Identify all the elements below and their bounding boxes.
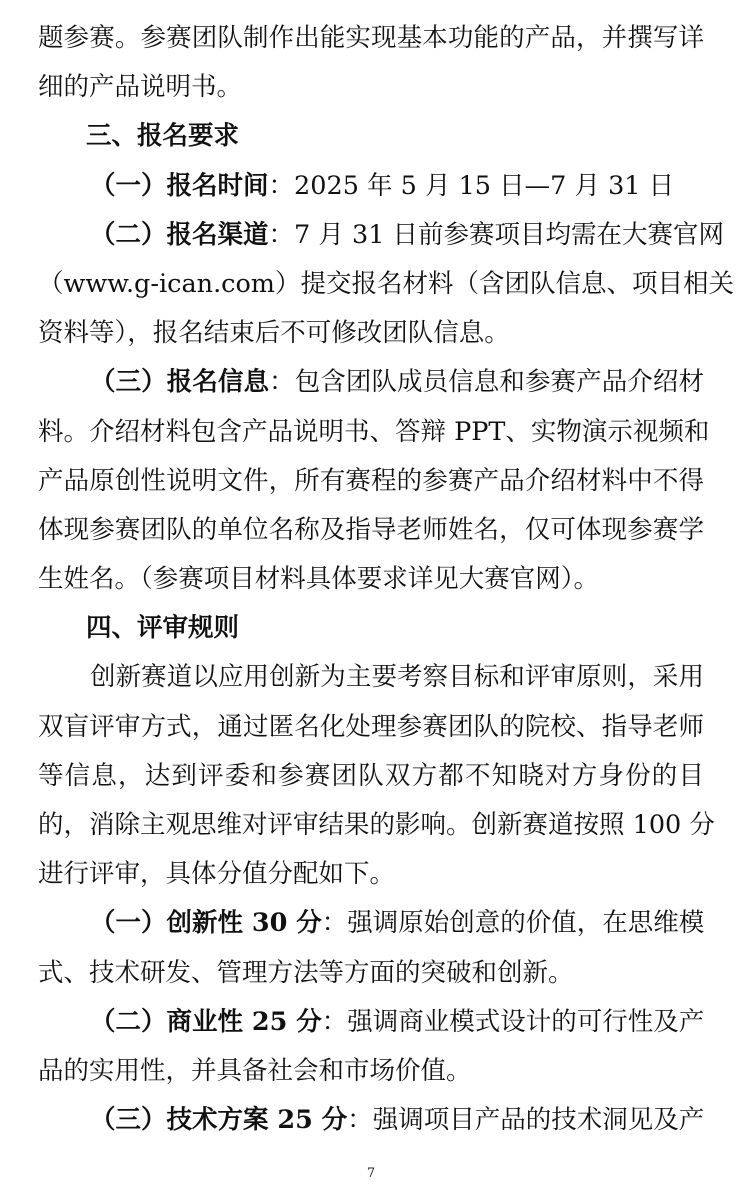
item-text: 包含团队成员信息和参赛产品介绍材 [294,367,704,398]
page-number: 7 [366,1166,376,1181]
item-text: 强调商业模式设计的可行性及产 [347,1006,705,1037]
paragraph-line: 等信息，达到评委和参赛团队双方都不知晓对方身份的目 [38,760,704,791]
paragraph-line: 料。介绍材料包含产品说明书、答辩 PPT、实物演示视频和 [38,416,710,447]
item-text: 强调项目产品的技术洞见及产 [372,1105,705,1136]
item-label: （三）技术方案 25 分 [90,1105,348,1136]
item-colon: ： [321,908,348,939]
paragraph-line: 生姓名。（参赛项目材料具体要求详见大赛官网）。 [38,564,600,595]
item-text: 强调原始创意的价值，在思维模 [347,908,705,939]
criterion-innovation [38,899,704,948]
paragraph-line: 细的产品说明书。 [38,72,243,103]
paragraph-line: 创新赛道以应用创新为主要考察目标和评审原则，采用 [90,662,704,693]
paragraph-line: 的，消除主观思维对评审结果的影响。创新赛道按照 100 分 [38,810,715,840]
section-heading: 四、评审规则 [86,613,240,644]
paragraph-line: 品的实用性，并具备社会和市场价值。 [38,1055,472,1086]
criterion-commercial [38,998,704,1047]
item-text: 2025 年 5 月 15 日—7 月 31 日 [294,170,675,201]
paragraph-line: 进行评审，具体分值分配如下。 [38,859,396,890]
item-label: （三）报名信息 [90,367,270,398]
item-colon: ： [347,1105,373,1136]
paragraph-line: 资料等），报名结束后不可修改团队信息。 [38,318,510,349]
registration-info [38,358,704,407]
registration-channel [38,211,725,260]
paragraph-line: 产品原创性说明文件，所有赛程的参赛产品介绍材料中不得 [38,465,704,496]
paragraph-line: 式、技术研发、管理方法等方面的突破和创新。 [38,957,574,988]
item-label: （一）报名时间 [90,170,269,201]
paragraph-line: 题参赛。参赛团队制作出能实现基本功能的产品，并撰写详 [38,23,704,53]
registration-time [38,162,704,211]
item-label: （二）报名渠道 [90,219,269,250]
item-label: （二）商业性 25 分 [90,1006,322,1037]
paragraph-line: 体现参赛团队的单位名称及指导老师姓名，仅可体现参赛学 [38,514,704,545]
item-label: （一）创新性 30 分 [90,908,322,939]
section-heading: 三、报名要求 [86,121,240,152]
item-colon: ： [269,367,295,398]
paragraph-line: （www.g-ican.com）提交报名材料（含团队信息、项目相关 [38,268,734,299]
item-text: 7 月 31 日前参赛项目均需在大赛官网 [294,219,725,250]
criterion-technical [38,1096,704,1145]
item-colon: ： [321,1006,348,1037]
document-page [38,14,734,1145]
item-colon: ： [268,219,295,250]
paragraph-line: 双盲评审方式，通过匿名化处理参赛团队的院校、指导老师 [38,711,704,742]
item-colon: ： [268,170,295,201]
